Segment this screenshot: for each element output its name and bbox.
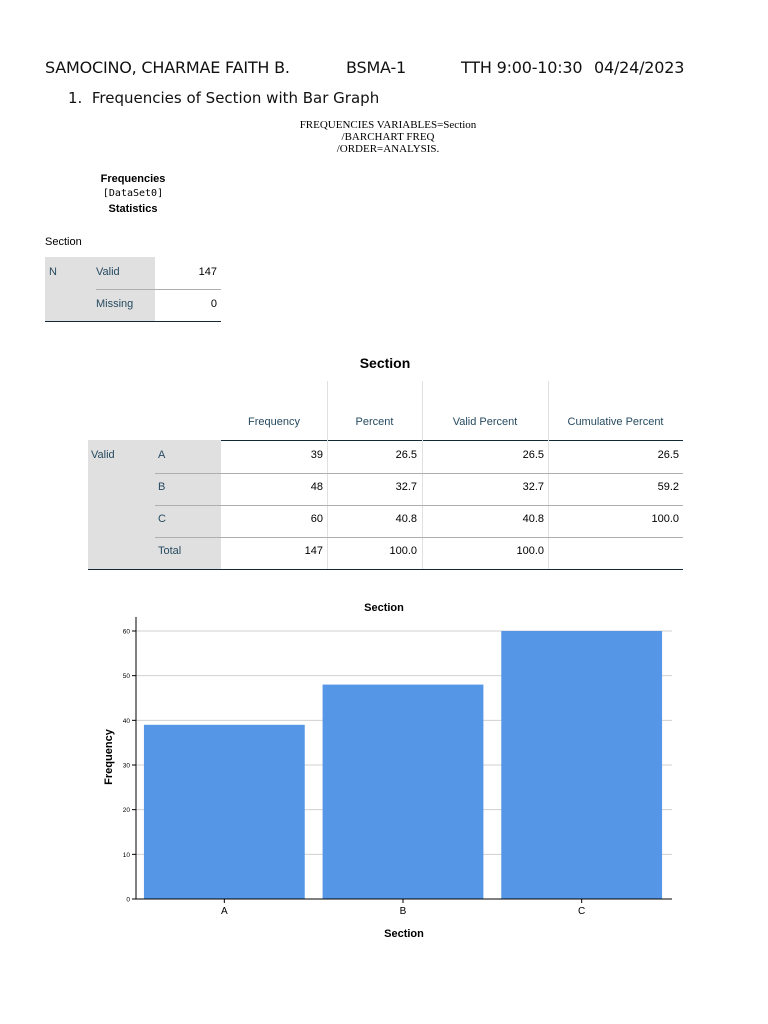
row-label: B	[158, 481, 166, 493]
cell-valid-percent: 32.7	[522, 481, 544, 493]
course-code: BSMA-1	[346, 58, 407, 77]
x-axis-label: Section	[384, 928, 424, 940]
y-tick-label: 60	[122, 628, 130, 636]
col-divider	[422, 381, 423, 440]
syntax-line: /ORDER=ANALYSIS.	[336, 143, 440, 155]
group-label-valid: Valid	[91, 449, 115, 461]
col-header-percent: Percent	[355, 416, 394, 428]
y-tick-label: 10	[122, 851, 130, 859]
col-header-frequency: Frequency	[248, 416, 300, 428]
stats-variable-label: Section	[45, 236, 82, 248]
cell-percent: 40.8	[395, 513, 417, 525]
x-tick-label: C	[578, 906, 586, 917]
stats-valid-value: 147	[198, 266, 217, 278]
row-label: Total	[158, 545, 182, 557]
item-number: 1.	[68, 89, 83, 107]
dataset-label: [DataSet0]	[102, 188, 164, 199]
stats-row-divider	[96, 289, 221, 290]
item-heading	[68, 89, 379, 107]
col-divider	[327, 381, 328, 440]
cell-percent: 32.7	[395, 481, 417, 493]
freq-table-title: Section	[359, 355, 411, 371]
cell-frequency: 48	[310, 481, 323, 493]
chart-title: Section	[364, 602, 404, 614]
bar-b	[323, 685, 484, 899]
stats-missing-value: 0	[210, 298, 217, 310]
y-tick-label: 20	[122, 807, 130, 815]
cell-valid-percent: 40.8	[522, 513, 544, 525]
bar-chart	[0, 590, 768, 950]
output-title: Frequencies	[100, 173, 166, 185]
cell-percent: 100.0	[389, 545, 417, 557]
class-schedule: TTH 9:00-10:30	[461, 58, 583, 77]
row-divider	[155, 537, 683, 538]
cell-percent: 26.5	[395, 449, 417, 461]
statistics-title: Statistics	[108, 203, 158, 215]
stats-bottom-rule	[45, 321, 221, 322]
item-title: Frequencies of Section with Bar Graph	[91, 89, 380, 107]
x-tick-label: B	[399, 906, 407, 917]
cell-cumulative: 26.5	[657, 449, 679, 461]
syntax-line: FREQUENCIES VARIABLES=Section	[299, 119, 477, 131]
y-tick-label: 50	[122, 673, 130, 681]
cell-valid-percent: 26.5	[522, 449, 544, 461]
y-tick-label: 30	[122, 762, 130, 770]
stats-missing-label: Missing	[96, 298, 134, 310]
bar-c	[501, 631, 662, 899]
submission-date: 04/24/2023	[594, 58, 685, 77]
cell-cumulative: 100.0	[651, 513, 679, 525]
row-label: A	[158, 449, 166, 461]
cell-cumulative: 59.2	[657, 481, 679, 493]
stats-valid-label: Valid	[96, 266, 120, 278]
x-tick-label: A	[220, 906, 228, 917]
cell-frequency: 60	[310, 513, 323, 525]
row-divider	[155, 505, 683, 506]
cell-frequency: 147	[304, 545, 323, 557]
col-header-cumulative-percent: Cumulative Percent	[567, 416, 664, 428]
student-name: SAMOCINO, CHARMAE FAITH B.	[45, 58, 290, 77]
cell-frequency: 39	[310, 449, 323, 461]
syntax-block	[240, 119, 536, 155]
bar-a	[144, 725, 305, 899]
y-axis-label: Frequency	[103, 729, 115, 785]
cell-valid-percent: 100.0	[516, 545, 544, 557]
table-bottom-rule	[88, 569, 683, 570]
header-rule	[221, 440, 683, 441]
y-tick-label: 0	[126, 896, 130, 904]
y-tick-label: 40	[122, 717, 130, 725]
row-label: C	[158, 513, 166, 525]
stats-n-label: N	[49, 266, 57, 278]
col-divider	[548, 381, 549, 440]
syntax-line: /BARCHART FREQ	[341, 131, 435, 143]
row-divider	[155, 473, 683, 474]
col-header-valid-percent: Valid Percent	[452, 416, 518, 428]
